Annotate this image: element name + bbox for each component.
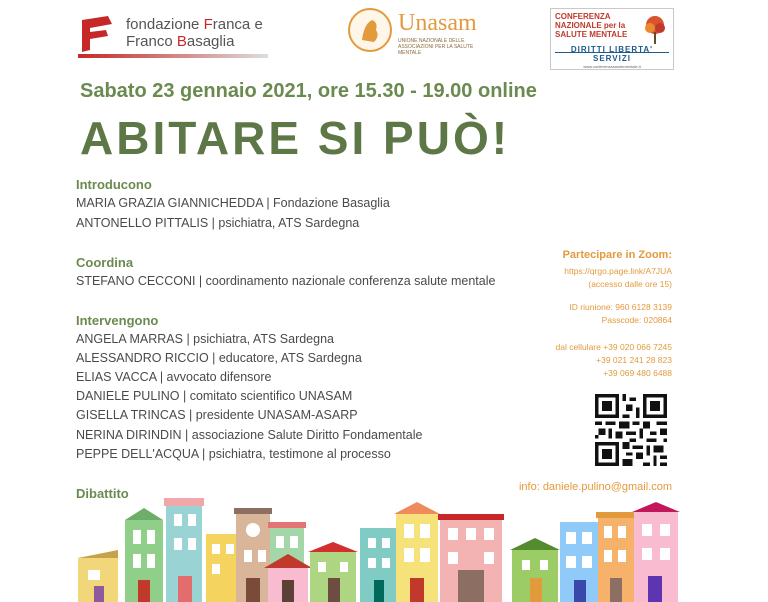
zoom-meeting-id: ID riunione: 960 6128 3139	[569, 302, 672, 312]
conferenza-url: www.conferenzasalutementale.it	[583, 64, 641, 69]
town-illustration	[78, 498, 683, 602]
zoom-phone: dal cellulare +39 020 066 7245	[555, 342, 672, 352]
section-dibattito: Dibattito	[76, 486, 129, 501]
zoom-phone: +39 069 480 6488	[603, 368, 672, 378]
zoom-link[interactable]: https://qrgo.page.link/A7JUA	[564, 266, 672, 276]
event-date: Sabato 23 gennaio 2021, ore 15.30 - 19.00 online	[80, 80, 537, 102]
zoom-passcode: Passcode: 020864	[601, 315, 672, 325]
speaker-line: ELIAS VACCA | avvocato difensore	[76, 370, 272, 384]
contact-info[interactable]: info: daniele.pulino@gmail.com	[518, 481, 672, 493]
qr-code-icon[interactable]	[595, 394, 667, 466]
event-title: ABITARE SI PUÒ!	[80, 112, 511, 164]
speaker-line: MARIA GRAZIA GIANNICHEDDA | Fondazione Basaglia	[76, 196, 390, 210]
tree-icon	[643, 15, 667, 45]
section-intervengono: Intervengono	[76, 313, 159, 328]
speaker-line: ALESSANDRO RICCIO | educatore, ATS Sardegna	[76, 351, 362, 365]
fondazione-basaglia-logo	[78, 14, 268, 58]
unasam-emblem-icon	[348, 8, 392, 52]
speaker-line: ANTONELLO PITTALIS | psichiatra, ATS Sardegna	[76, 216, 360, 230]
basaglia-logo-text: fondazione Franca e Franco Basaglia	[126, 16, 263, 50]
speaker-line: DANIELE PULINO | comitato scientifico UNASAM	[76, 389, 353, 403]
speaker-line: PEPPE DELL'ACQUA | psichiatra, testimone al processo	[76, 447, 391, 461]
conferenza-logo	[550, 8, 674, 70]
section-introducono: Introducono	[76, 177, 152, 192]
speaker-line: GISELLA TRINCAS | presidente UNASAM-ASARP	[76, 408, 358, 422]
unasam-logo	[348, 8, 493, 58]
unasam-name: Unasam	[398, 10, 477, 36]
zoom-phone: +39 021 241 28 823	[596, 355, 672, 365]
speaker-line: STEFANO CECCONI | coordinamento nazionale conferenza salute mentale	[76, 274, 496, 288]
section-coordina: Coordina	[76, 255, 134, 270]
basaglia-mark-icon	[78, 14, 120, 54]
unasam-subtitle: UNIONE NAZIONALE DELLE ASSOCIAZIONI PER LA SALUTE MENTALE	[398, 38, 474, 56]
zoom-access: (accesso dalle ore 15)	[588, 279, 672, 289]
basaglia-underline	[78, 54, 268, 58]
speaker-line: NERINA DIRINDIN | associazione Salute Diritto Fondamentale	[76, 428, 423, 442]
speaker-line: ANGELA MARRAS | psichiatra, ATS Sardegna	[76, 332, 334, 346]
zoom-heading: Partecipare in Zoom:	[562, 249, 672, 261]
conferenza-title: CONFERENZA NAZIONALE per la SALUTE MENTALE	[555, 12, 628, 39]
conferenza-tagline: DIRITTI LIBERTA' SERVIZI	[570, 45, 654, 63]
